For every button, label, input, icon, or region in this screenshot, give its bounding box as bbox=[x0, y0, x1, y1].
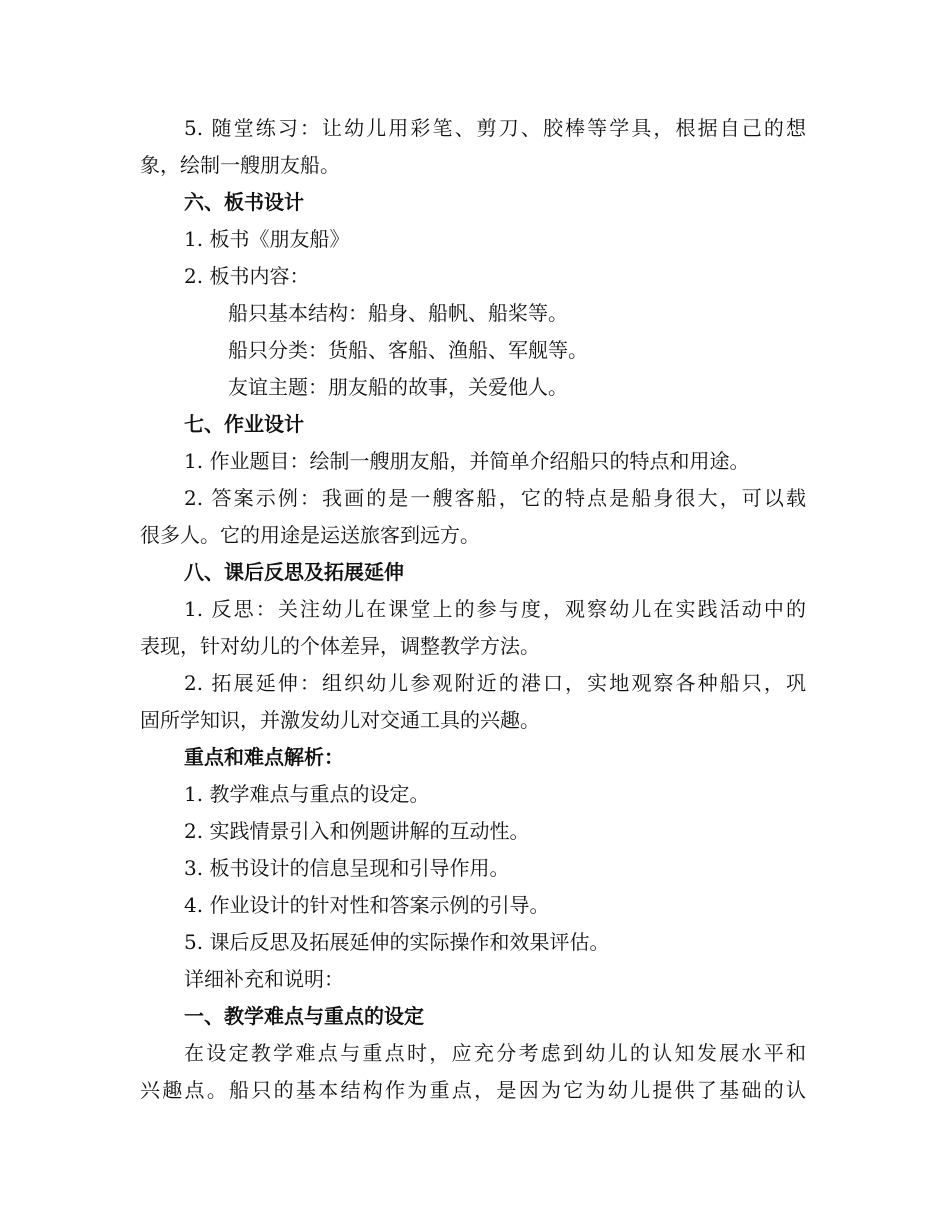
list-item: 5. 课后反思及拓展延伸的实际操作和效果评估。 bbox=[184, 930, 610, 954]
list-item: 4. 作业设计的针对性和答案示例的引导。 bbox=[184, 893, 550, 917]
paragraph-line: 表现，针对幼儿的个体差异，调整教学方法。 bbox=[140, 634, 540, 658]
paragraph-line: 1. 反思：关注幼儿在课堂上的参与度，观察幼儿在实践活动中的 bbox=[184, 597, 806, 621]
list-item: 1. 教学难点与重点的设定。 bbox=[184, 782, 430, 806]
board-content-line: 船只基本结构：船身、船帆、船桨等。 bbox=[228, 301, 568, 325]
paragraph-line: 5. 随堂练习：让幼儿用彩笔、剪刀、胶棒等学具，根据自己的想 bbox=[184, 116, 806, 140]
paragraph-line: 兴趣点。船只的基本结构作为重点，是因为它为幼儿提供了基础的认 bbox=[140, 1078, 806, 1102]
list-item: 1. 板书《朋友船》 bbox=[184, 227, 350, 251]
paragraph-line: 2. 答案示例：我画的是一艘客船，它的特点是船身很大，可以载 bbox=[184, 486, 806, 510]
list-item: 2. 板书内容： bbox=[184, 264, 310, 288]
list-item: 2. 实践情景引入和例题讲解的互动性。 bbox=[184, 819, 530, 843]
paragraph-line: 象，绘制一艘朋友船。 bbox=[140, 153, 340, 177]
paragraph-line: 固所学知识，并激发幼儿对交通工具的兴趣。 bbox=[140, 708, 540, 732]
list-item: 3. 板书设计的信息呈现和引导作用。 bbox=[184, 856, 510, 880]
list-item: 1. 作业题目：绘制一艘朋友船，并简单介绍船只的特点和用途。 bbox=[184, 449, 750, 473]
section-heading: 八、课后反思及拓展延伸 bbox=[184, 560, 404, 584]
paragraph-line: 很多人。它的用途是运送旅客到远方。 bbox=[140, 523, 480, 547]
document-page bbox=[140, 110, 806, 1109]
board-content-line: 友谊主题：朋友船的故事，关爱他人。 bbox=[228, 375, 568, 399]
section-heading: 一、教学难点与重点的设定 bbox=[184, 1004, 424, 1028]
section-heading: 七、作业设计 bbox=[184, 412, 304, 436]
paragraph-line: 在设定教学难点与重点时，应充分考虑到幼儿的认知发展水平和 bbox=[184, 1041, 806, 1065]
board-content-line: 船只分类：货船、客船、渔船、军舰等。 bbox=[228, 338, 588, 362]
paragraph-line: 2. 拓展延伸：组织幼儿参观附近的港口，实地观察各种船只，巩 bbox=[184, 671, 806, 695]
paragraph-line: 详细补充和说明： bbox=[184, 967, 344, 991]
section-heading: 六、板书设计 bbox=[184, 190, 304, 214]
section-heading: 重点和难点解析： bbox=[184, 745, 344, 769]
